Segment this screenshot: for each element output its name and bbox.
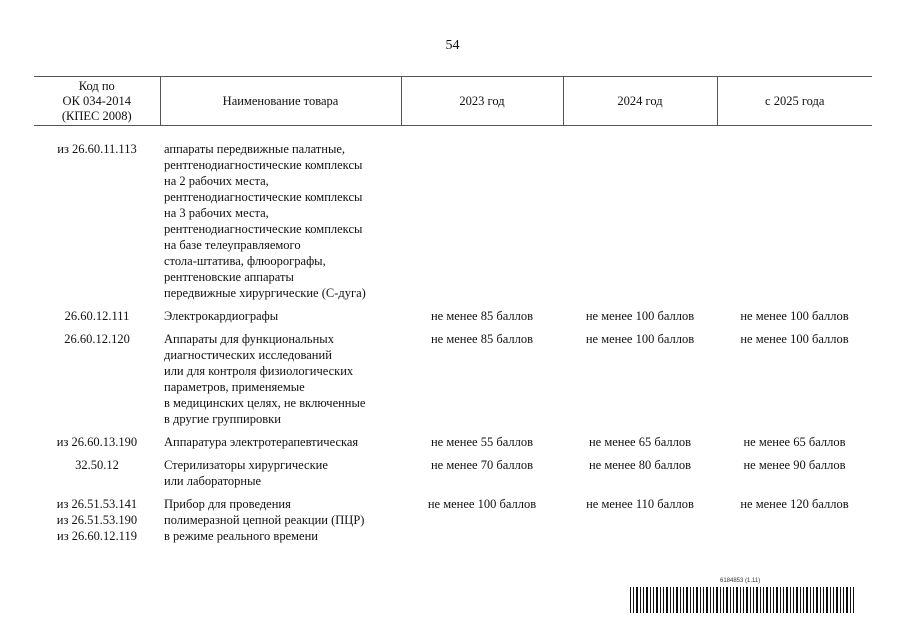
header-name: Наименование товара	[160, 77, 401, 126]
goods-table	[34, 76, 872, 544]
product-code: из 26.51.53.190	[56, 513, 138, 527]
product-code: 32.50.12	[75, 458, 119, 472]
cell-code	[34, 301, 160, 324]
product-name-line: передвижные хирургические (С-дуга)	[164, 286, 366, 300]
cell-score-2025: не менее 100 баллов	[740, 309, 849, 323]
product-name-line: Аппаратура электротерапевтическая	[164, 435, 359, 449]
product-name-line: в медицинских целях, не включенные	[164, 396, 366, 410]
cell-product-name	[160, 301, 401, 324]
cell-score-2023	[401, 126, 563, 302]
table-row	[34, 427, 872, 450]
cell-score-2024: не менее 65 баллов	[588, 435, 691, 449]
cell-score-2025	[717, 126, 872, 302]
product-name-line: аппараты передвижные палатные,	[164, 142, 346, 156]
product-name-line: или лабораторные	[164, 474, 262, 488]
product-name-line: Электрокардиографы	[164, 309, 279, 323]
table-row	[34, 489, 872, 544]
cell-code	[34, 427, 160, 450]
product-name-line: рентгеновские аппараты	[164, 270, 294, 284]
product-name-line: или для контроля физиологических	[164, 364, 354, 378]
table-row	[34, 126, 872, 302]
product-name-line: рентгенодиагностические комплексы	[164, 158, 363, 172]
product-name-line: Стерилизаторы хирургические	[164, 458, 328, 472]
product-code: 26.60.12.111	[64, 309, 130, 323]
product-name-line: на 3 рабочих места,	[164, 206, 269, 220]
product-name-line: стола-штатива, флюорографы,	[164, 254, 326, 268]
cell-score-2024: не менее 110 баллов	[586, 497, 694, 511]
cell-score-2024	[563, 126, 717, 302]
product-name-line: в другие группировки	[164, 412, 281, 426]
product-name-line: параметров, применяемые	[164, 380, 305, 394]
product-name-line: рентгенодиагностические комплексы	[164, 190, 363, 204]
product-name-line: Аппараты для функциональных	[164, 332, 334, 346]
cell-product-name	[160, 427, 401, 450]
cell-score-2025: не менее 120 баллов	[740, 497, 849, 511]
product-name-line: диагностических исследований	[164, 348, 332, 362]
product-name-line: Прибор для проведения	[164, 497, 291, 511]
cell-product-name	[160, 450, 401, 489]
table-header-row	[34, 77, 872, 126]
cell-score-2023: не менее 85 баллов	[430, 309, 533, 323]
product-name-line: рентгенодиагностические комплексы	[164, 222, 363, 236]
table-body	[34, 126, 872, 545]
product-code: из 26.51.53.141	[56, 497, 138, 511]
cell-score-2024: не менее 80 баллов	[588, 458, 691, 472]
header-code	[34, 77, 160, 126]
header-2025: с 2025 года	[717, 77, 872, 126]
cell-score-2024: не менее 100 баллов	[585, 309, 695, 323]
barcode	[630, 587, 856, 613]
header-code-line: (КПЕС 2008)	[61, 108, 132, 123]
page-number: 54	[445, 38, 460, 53]
header-code-line: Код по	[78, 78, 115, 93]
barcode-label: 6184853 (1.11)	[720, 578, 761, 584]
cell-score-2023: не менее 70 баллов	[430, 458, 533, 472]
product-name-line: полимеразной цепной реакции (ПЦР)	[164, 513, 365, 527]
table-row	[34, 301, 872, 324]
product-name-line: на 2 рабочих места,	[164, 174, 269, 188]
product-code: 26.60.12.120	[64, 332, 130, 346]
product-name-line: в режиме реального времени	[164, 529, 318, 543]
cell-product-name	[160, 126, 401, 302]
table-row	[34, 324, 872, 427]
header-2024: 2024 год	[563, 77, 717, 126]
cell-code	[34, 489, 160, 544]
cell-code	[34, 450, 160, 489]
cell-product-name	[160, 324, 401, 427]
product-name-line: на базе телеуправляемого	[164, 238, 301, 252]
cell-score-2025: не менее 65 баллов	[743, 435, 846, 449]
cell-code	[34, 126, 160, 302]
header-code-line: ОК 034-2014	[62, 93, 131, 108]
cell-score-2023: не менее 100 баллов	[427, 497, 537, 511]
table-row	[34, 450, 872, 489]
cell-code	[34, 324, 160, 427]
cell-product-name	[160, 489, 401, 544]
product-code: из 26.60.11.113	[57, 142, 137, 156]
cell-score-2025: не менее 90 баллов	[743, 458, 846, 472]
cell-score-2024: не менее 100 баллов	[585, 332, 695, 346]
cell-score-2023: не менее 55 баллов	[430, 435, 533, 449]
product-code: из 26.60.12.119	[57, 529, 137, 543]
cell-score-2025: не менее 100 баллов	[740, 332, 849, 346]
product-code: из 26.60.13.190	[56, 435, 138, 449]
header-2023: 2023 год	[401, 77, 563, 126]
cell-score-2023: не менее 85 баллов	[430, 332, 533, 346]
